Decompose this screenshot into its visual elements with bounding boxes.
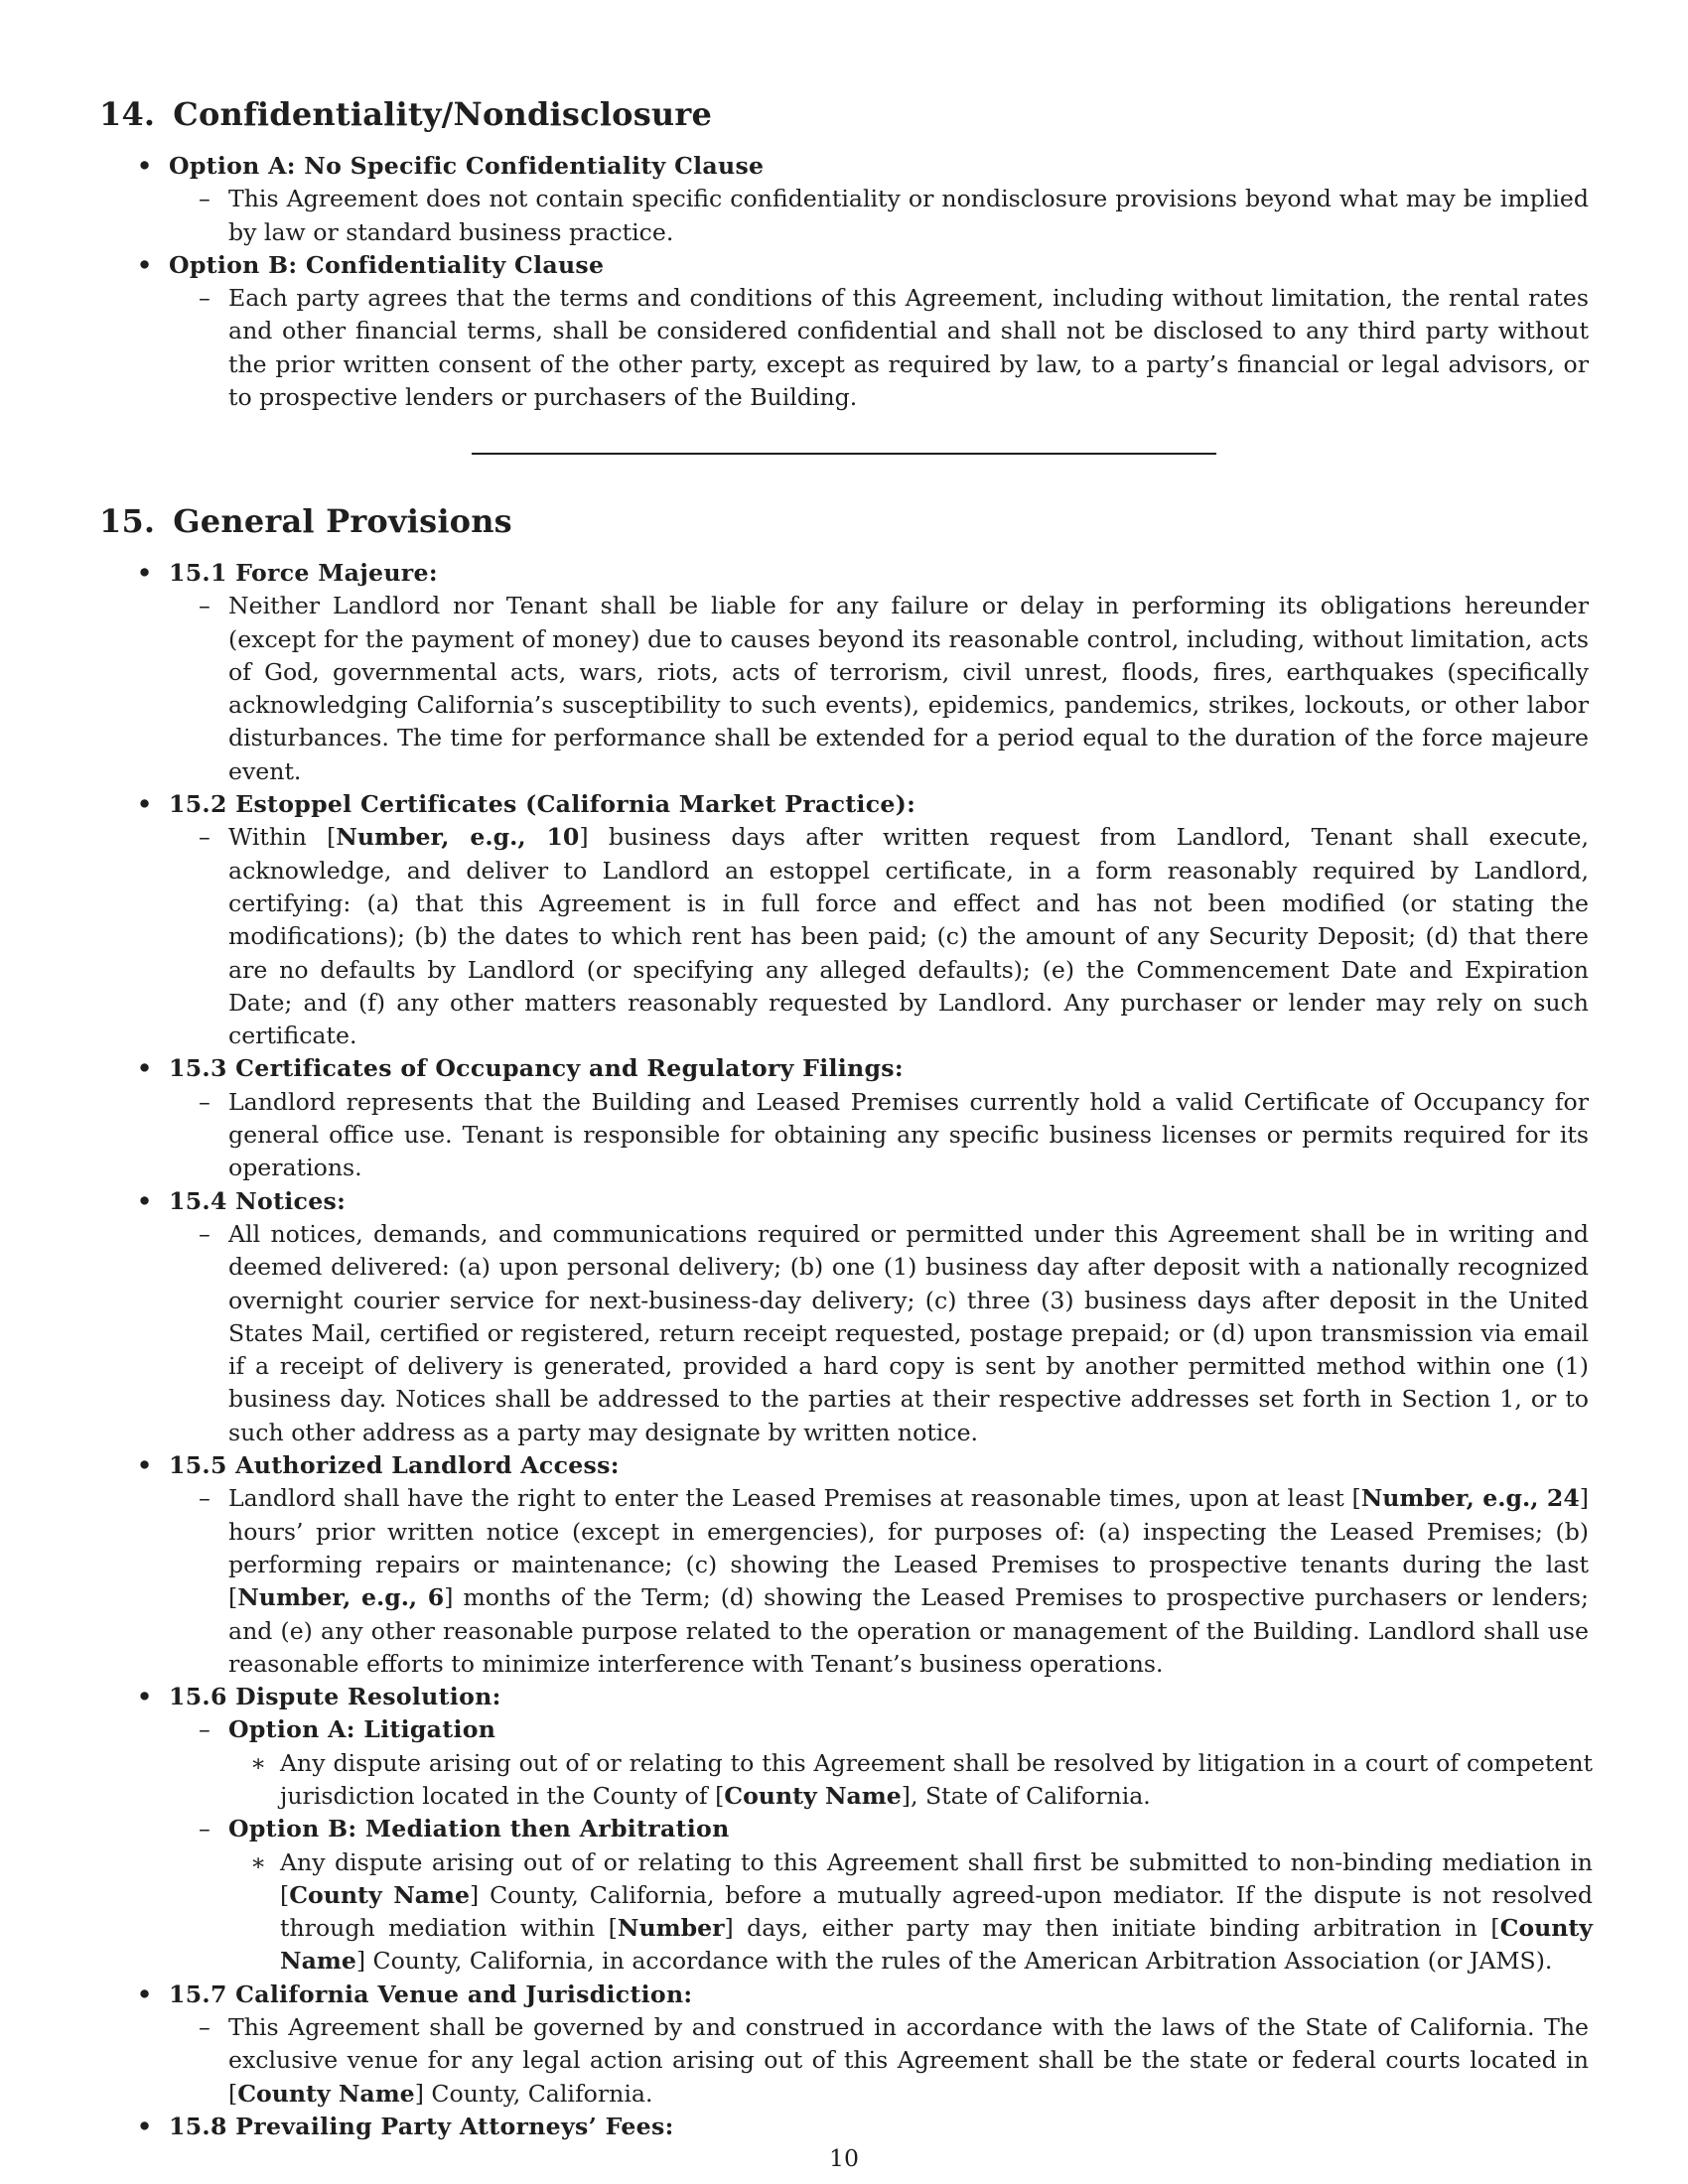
item-label: 15.3 Certificates of Occupancy and Regulatory Filings: <box>169 1054 904 1083</box>
text-run: ] County, California. <box>414 2079 653 2108</box>
item-text: This Agreement does not contain specific confidentiality or nondisclosure provisions beyond what may be implied by law or standard business practice. <box>228 185 1589 246</box>
placeholder-number: Number <box>617 1914 725 1943</box>
sub-item-option-a-litigation <box>0 1713 1589 1746</box>
placeholder-number: Number, e.g., 24 <box>1360 1484 1580 1513</box>
bullet-icon: • <box>137 152 153 180</box>
list-item-15-1 <box>0 557 1420 590</box>
section-title: General Provisions <box>173 502 512 540</box>
text-run: ] business days after written request from Landlord, Tenant shall execute, acknowledge, and deliver to Landlord an estoppel certificate, in a form reasonably required by Landlord, certifying: (a) that this Agreement is in full force and effect and has not been modified (or stating the modifications); (b) the dates to which rent has been paid; (c) the amount of any Security Deposit; (d) that there are no defaults by Landlord (or specifying any alleged defaults); (e) the Commencement Date and Expiration Date; and (f) any other matters reasonably requested by Landlord. Any purchaser or lender may rely on such certificate. <box>228 823 1589 1050</box>
text-run: Any dispute arising out of or relating to this Agreement shall first be submitted to non-binding mediation in [ <box>280 1847 1593 1909</box>
item-label: Option B: Confidentiality Clause <box>169 250 605 279</box>
sub-item-option-b-text <box>0 282 1589 414</box>
bullet-icon: • <box>137 1979 153 2008</box>
item-text: All notices, demands, and communications required or permitted under this Agreement shall be in writing and deemed delivered: (a) upon personal delivery; (b) one (1) business day after deposit with a nationally recognized overnight courier service for next-business-day delivery; (c) three (3) business days after deposit in the United States Mail, certified or registered, return receipt requested, postage prepaid; or (d) upon transmission via email if a receipt of delivery is generated, provided a hard copy is sent by another permitted method within one (1) business day. Notices shall be addressed to the parties at their respective addresses set forth in Section 1, or to such other address as a party may designate by written notice. <box>228 1219 1589 1446</box>
dash-icon: – <box>199 1087 211 1116</box>
dash-icon: – <box>199 1715 211 1744</box>
item-label: 15.8 Prevailing Party Attorneys’ Fees: <box>169 2112 674 2140</box>
bullet-icon: • <box>137 1186 153 1215</box>
placeholder-county: County Name <box>724 1781 902 1810</box>
dash-icon: – <box>199 2013 211 2042</box>
text-run: ], State of California. <box>901 1781 1151 1810</box>
dash-icon: – <box>199 185 211 213</box>
bullet-icon: • <box>137 1683 153 1711</box>
placeholder-number: Number, e.g., 6 <box>237 1583 445 1612</box>
text-run: This Agreement shall be governed by and construed in accordance with the laws of the State of California. The exclusive venue for any legal action arising out of this Agreement shall be the state or federal courts located in [ <box>228 2013 1589 2108</box>
item-label: 15.1 Force Majeure: <box>169 559 438 587</box>
list-item-15-5 <box>0 1449 1420 1482</box>
text-run: Any dispute arising out of or relating to this Agreement shall be resolved by litigation in a court of competent jurisdiction located in the County of [ <box>280 1748 1593 1810</box>
list-item-15-3 <box>0 1052 1420 1085</box>
list-item-15-6 <box>0 1681 1420 1713</box>
sub-item-15-2-text <box>0 821 1589 1052</box>
list-item-15-7 <box>0 1979 1420 2011</box>
bullet-icon: • <box>137 790 153 819</box>
section-divider <box>472 453 1216 455</box>
text-run: Landlord shall have the right to enter the Leased Premises at reasonable times, upon at least [ <box>228 1484 1361 1513</box>
section-number: 14. <box>99 95 156 133</box>
item-label: 15.6 Dispute Resolution: <box>169 1683 501 1711</box>
section-heading-14 <box>99 95 712 133</box>
placeholder-county: County Name <box>237 2079 415 2108</box>
bullet-icon: • <box>137 1451 153 1480</box>
bullet-icon: • <box>137 1054 153 1083</box>
sub-item-15-7-text <box>0 2011 1589 2111</box>
sub-item-15-5-text <box>0 1482 1589 1681</box>
text-run: ] County, California, in accordance with the rules of the American Arbitration Association (or JAMS). <box>355 1947 1553 1976</box>
item-label: 15.2 Estoppel Certificates (California Market Practice): <box>169 790 916 819</box>
item-label: 15.4 Notices: <box>169 1186 347 1215</box>
text-run: ] hours’ prior written notice (except in emergencies), for purposes of: (a) inspecting the Leased Premises; (b) performing repairs or maintenance; (c) showing the Leased Premises to prospective tenants during the last [ <box>228 1484 1589 1612</box>
placeholder-number: Number, e.g., 10 <box>336 823 580 852</box>
asterisk-icon: ∗ <box>250 1847 267 1876</box>
dash-icon: – <box>199 823 211 852</box>
item-text: Neither Landlord nor Tenant shall be liable for any failure or delay in performing its obligations hereunder (except for the payment of money) due to causes beyond its reasonable control, including, without limitation, acts of God, governmental acts, wars, riots, acts of terrorism, civil unrest, floods, fires, earthquakes (specifically acknowledging California’s susceptibility to such events), epidemics, pandemics, strikes, lockouts, or other labor disturbances. The time for performance shall be extended for a period equal to the duration of the force majeure event. <box>228 592 1589 785</box>
sub-sub-item-mediation-text <box>0 1846 1593 1979</box>
option-label: Option A: Litigation <box>228 1715 496 1744</box>
item-label: 15.5 Authorized Landlord Access: <box>169 1451 620 1480</box>
option-label: Option B: Mediation then Arbitration <box>228 1815 730 1843</box>
placeholder-county: County Name <box>289 1880 471 1909</box>
section-heading-15 <box>99 502 512 540</box>
sub-item-15-3-text <box>0 1086 1589 1185</box>
dash-icon: – <box>199 1219 211 1248</box>
dash-icon: – <box>199 1815 211 1843</box>
sub-item-15-4-text <box>0 1218 1589 1449</box>
bullet-icon: • <box>137 250 153 279</box>
section-title: Confidentiality/Nondisclosure <box>173 95 713 133</box>
list-item-15-2 <box>0 788 1420 821</box>
page-number: 10 <box>828 2144 860 2172</box>
list-item-option-b <box>0 249 1420 282</box>
dash-icon: – <box>199 592 211 620</box>
section-14-list <box>0 150 1688 414</box>
sub-item-option-a-text <box>0 183 1589 249</box>
asterisk-icon: ∗ <box>250 1748 267 1777</box>
list-item-15-8 <box>0 2111 1420 2143</box>
bullet-icon: • <box>137 2112 153 2140</box>
item-label: 15.7 California Venue and Jurisdiction: <box>169 1979 693 2008</box>
section-number: 15. <box>99 502 156 540</box>
text-run: Within [ <box>228 823 337 852</box>
text-run: ] days, either party may then initiate binding arbitration in [ <box>724 1914 1500 1943</box>
sub-sub-item-litigation-text <box>0 1747 1593 1814</box>
section-15-list <box>0 557 1688 2143</box>
text-run: ] months of the Term; (d) showing the Leased Premises to prospective purchasers or lenders; and (e) any other reasonable purpose related to the operation or management of the Building. Landlord shall use reasonable efforts to minimize interference with Tenant’s business operations. <box>228 1583 1589 1678</box>
text-run: ] County, California, before a mutually agreed-upon mediator. If the dispute is not resolved through mediation within [ <box>280 1880 1593 1943</box>
bullet-icon: • <box>137 559 153 587</box>
dash-icon: – <box>199 284 211 313</box>
item-label: Option A: No Specific Confidentiality Clause <box>169 152 765 180</box>
list-item-option-a <box>0 150 1420 183</box>
sub-item-option-b-mediation <box>0 1813 1589 1845</box>
list-item-15-4 <box>0 1185 1420 1218</box>
sub-item-15-1-text <box>0 590 1589 788</box>
placeholder-county: County Name <box>280 1914 1593 1976</box>
item-text: Each party agrees that the terms and conditions of this Agreement, including without limitation, the rental rates and other financial terms, shall be considered confidential and shall not be disclosed to any third party without the prior written consent of the other party, except as required by law, to a party’s financial or legal advisors, or to prospective lenders or purchasers of the Building. <box>228 284 1589 412</box>
item-text: Landlord represents that the Building and Leased Premises currently hold a valid Certificate of Occupancy for general office use. Tenant is responsible for obtaining any specific business licenses or permits required for its operations. <box>228 1087 1589 1182</box>
dash-icon: – <box>199 1484 211 1513</box>
